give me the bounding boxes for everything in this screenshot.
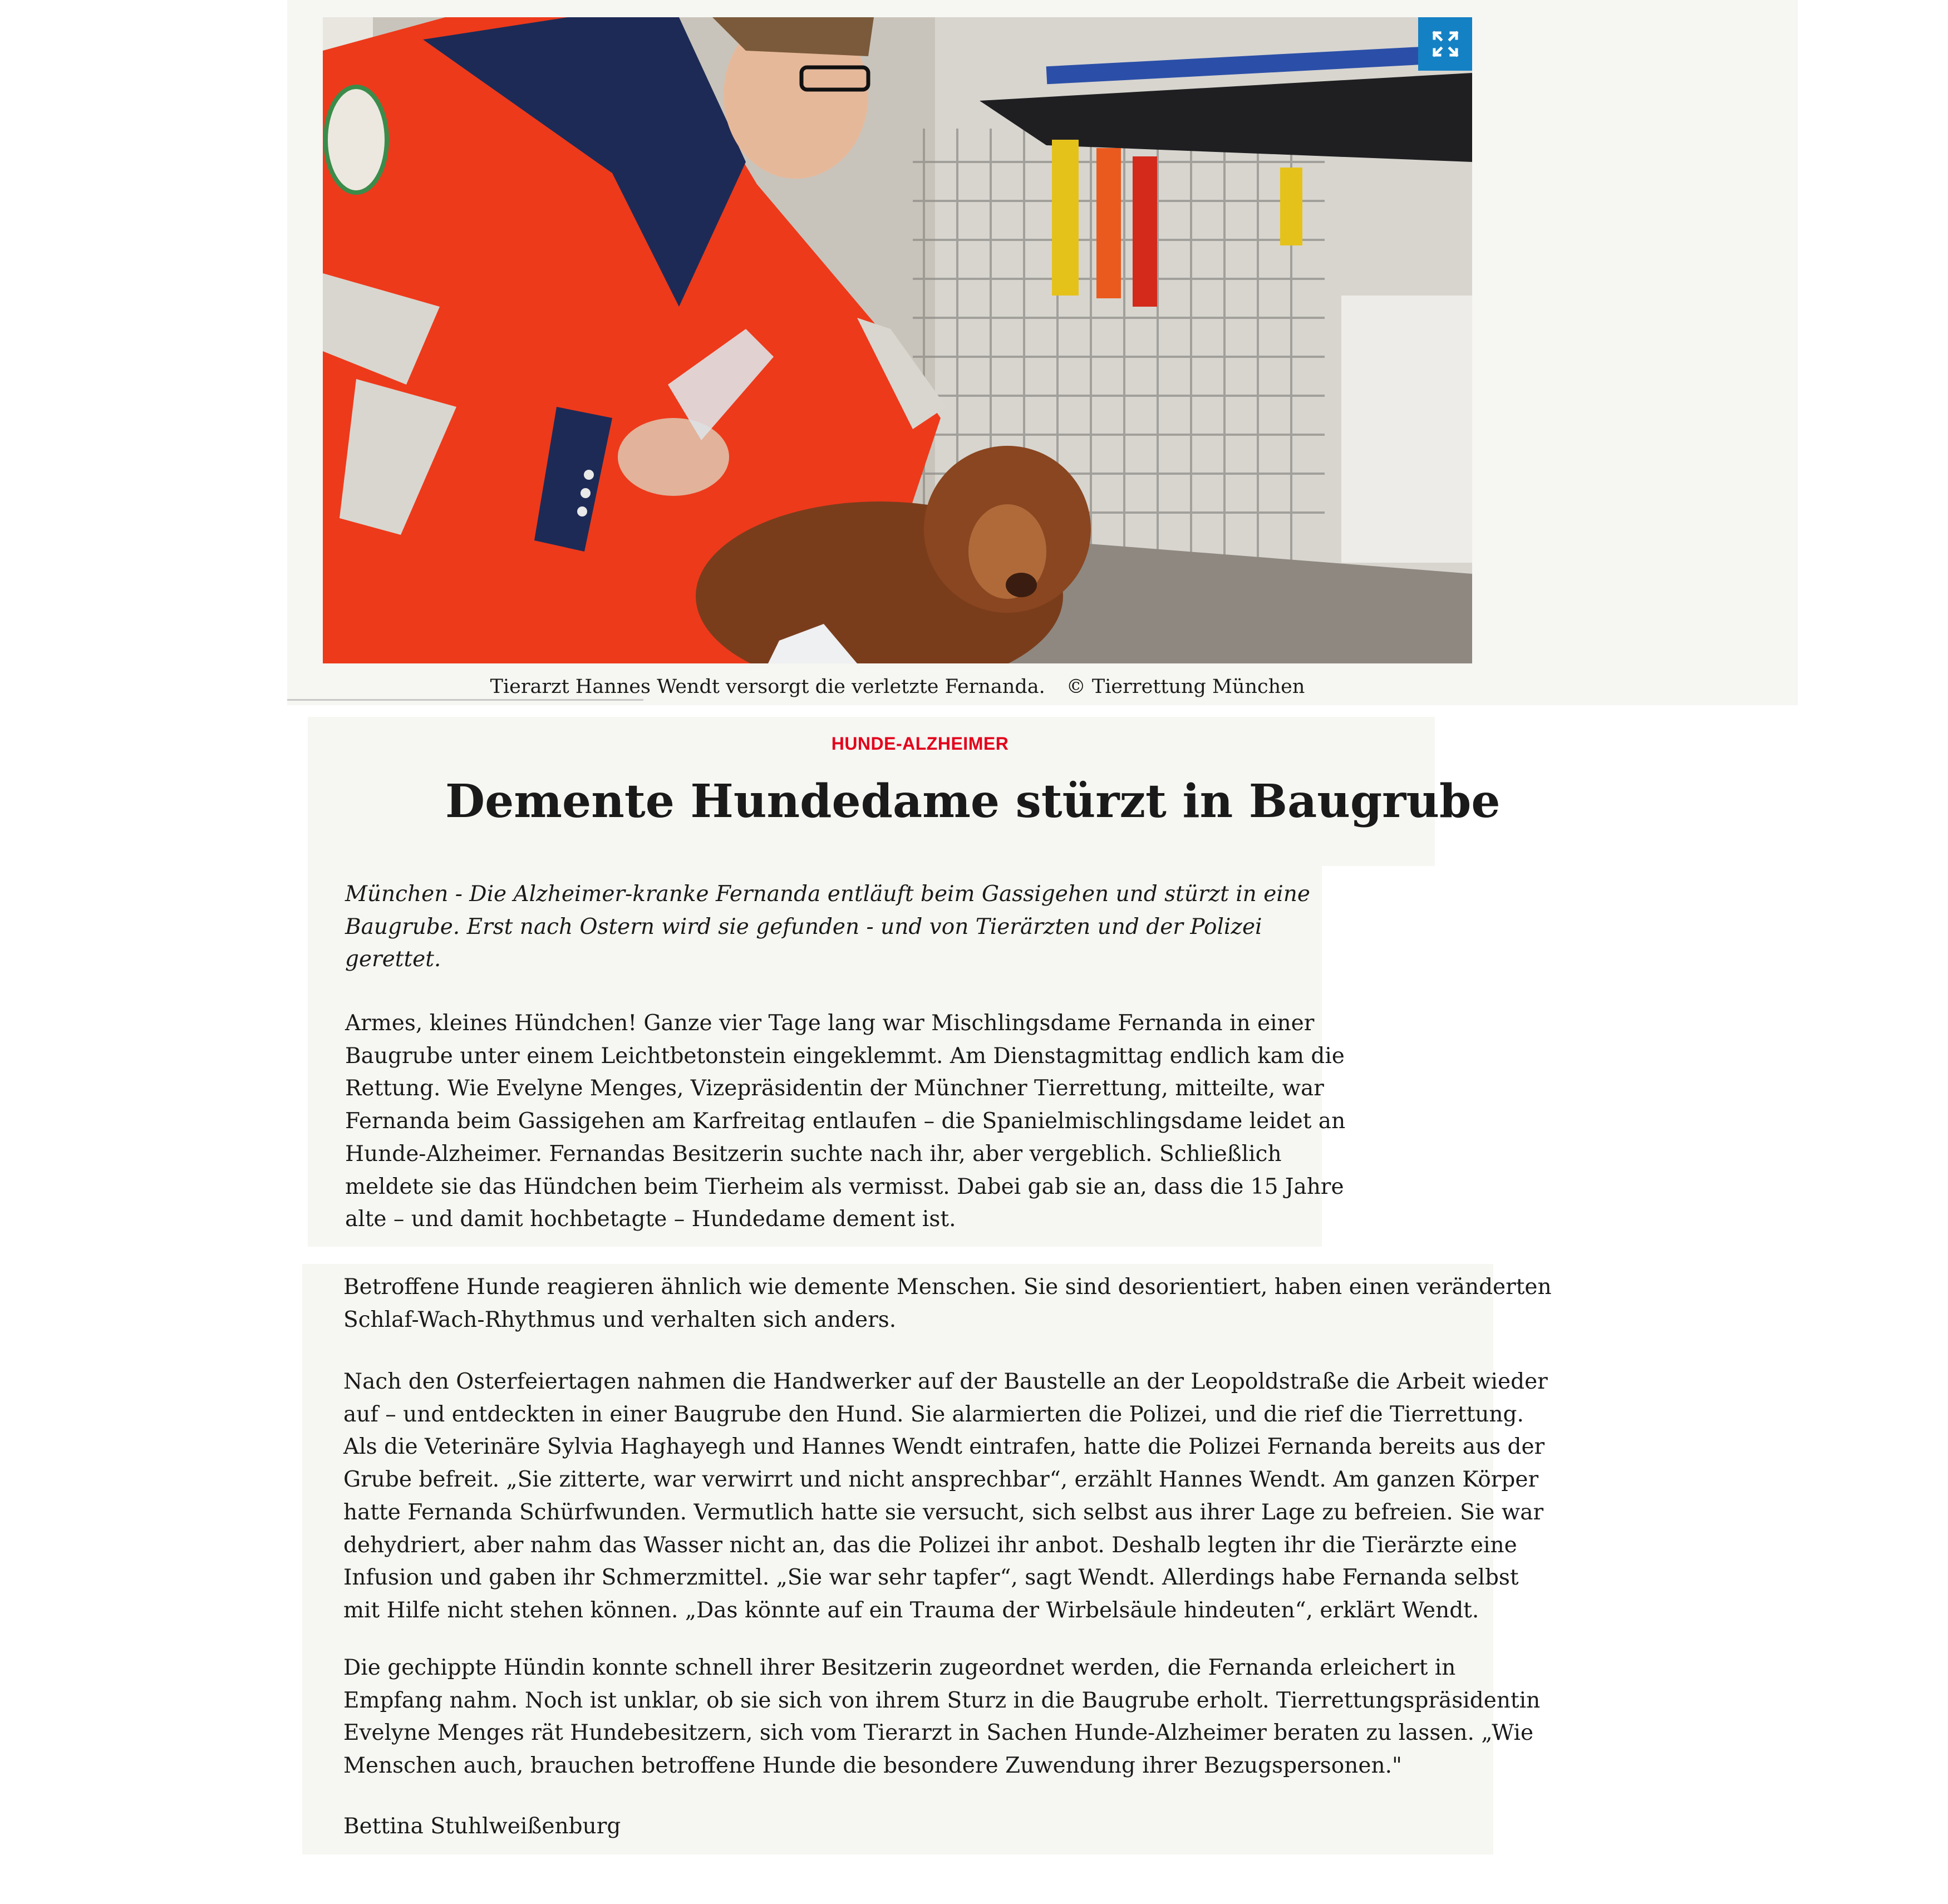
photo-illustration bbox=[323, 17, 1472, 663]
paragraph-line: hatte Fernanda Schürfwunden. Vermutlich hatte sie versucht, sich selbst aus ihrer Lage zu befreien. Sie war bbox=[343, 1499, 1544, 1525]
lead-line: Baugrube. Erst nach Ostern wird sie gefunden - und von Tierärzten und der Polizei bbox=[345, 914, 1262, 939]
article-paragraph bbox=[345, 1007, 1346, 1236]
paragraph-line: Betroffene Hunde reagieren ähnlich wie demente Menschen. Sie sind desorientiert, haben einen veränderten bbox=[343, 1275, 1552, 1300]
paragraph-line: Hunde-Alzheimer. Fernandas Besitzerin suchte nach ihr, aber vergeblich. Schließlich bbox=[345, 1141, 1282, 1167]
paragraph-line: Nach den Osterfeiertagen nahmen die Handwerker auf der Baustelle an der Leopoldstraße die Arbeit wieder bbox=[343, 1369, 1548, 1394]
article-kicker: HUNDE-ALZHEIMER bbox=[831, 734, 1009, 754]
paragraph-line: mit Hilfe nicht stehen können. „Das könnte auf ein Trauma der Wirbelsäule hindeuten“, erklärt Wendt. bbox=[343, 1597, 1479, 1623]
photo-caption bbox=[323, 675, 1472, 699]
paragraph-line: alte – und damit hochbetagte – Hundedame dement ist. bbox=[345, 1207, 956, 1232]
caption-text: Tierarzt Hannes Wendt versorgt die verletzte Fernanda. bbox=[490, 676, 1045, 698]
lead-line: gerettet. bbox=[345, 947, 441, 972]
article-author: Bettina Stuhlweißenburg bbox=[343, 1814, 621, 1839]
paragraph-line: Grube befreit. „Sie zitterte, war verwirrt und nicht ansprechbar“, erzählt Hannes Wendt. Am ganzen Körper bbox=[343, 1467, 1539, 1493]
article-paragraph bbox=[343, 1652, 1541, 1783]
paragraph-line: Menschen auch, brauchen betroffene Hunde die besondere Zuwendung ihrer Bezugspersonen." bbox=[343, 1753, 1402, 1779]
article-lead bbox=[345, 878, 1325, 976]
paragraph-line: Die gechippte Hündin konnte schnell ihrer Besitzerin zugeordnet werden, die Fernanda erleichert in bbox=[343, 1655, 1456, 1680]
paragraph-line: Rettung. Wie Evelyne Menges, Vizepräsidentin der Münchner Tierrettung, mitteilte, war bbox=[345, 1076, 1324, 1101]
paragraph-line: Evelyne Menges rät Hundebesitzern, sich vom Tierarzt in Sachen Hunde-Alzheimer beraten zu lassen. „Wie bbox=[343, 1720, 1534, 1746]
article-headline: Demente Hundedame stürzt in Baugrube bbox=[445, 775, 1501, 828]
expand-arrows-icon bbox=[1431, 29, 1460, 58]
paragraph-line: Empfang nahm. Noch ist unklar, ob sie sich von ihrem Sturz in die Baugrube erholt. Tierrettungspräsidentin bbox=[343, 1687, 1541, 1713]
photo-credit: © Tierrettung München bbox=[1066, 676, 1305, 698]
paragraph-line: Fernanda beim Gassigehen am Karfreitag entlaufen – die Spanielmischlingsdame leidet an bbox=[345, 1109, 1346, 1134]
paragraph-line: Schlaf-Wach-Rhythmus und verhalten sich anders. bbox=[343, 1307, 897, 1332]
fullscreen-button[interactable] bbox=[1418, 17, 1472, 71]
paragraph-line: Armes, kleines Hündchen! Ganze vier Tage lang war Mischlingsdame Fernanda in einer bbox=[345, 1011, 1315, 1036]
paragraph-line: Als die Veterinäre Sylvia Haghayegh und Hannes Wendt eintrafen, hatte die Polizei Fernanda bereits aus der bbox=[343, 1434, 1545, 1460]
paragraph-line: meldete sie das Hündchen beim Tierheim als vermisst. Dabei gab sie an, dass die 15 Jahre bbox=[345, 1174, 1344, 1199]
media-divider bbox=[287, 699, 643, 701]
paragraph-line: dehydriert, aber nahm das Wasser nicht an, das die Polizei ihr anbot. Deshalb legten ihr die Tierärzte eine bbox=[343, 1532, 1517, 1558]
paragraph-line: Infusion und gaben ihr Schmerzmittel. „Sie war sehr tapfer“, sagt Wendt. Allerdings habe Fernanda selbst bbox=[343, 1565, 1519, 1591]
paragraph-line: auf – und entdeckten in einer Baugrube den Hund. Sie alarmierten die Polizei, und die rief die Tierrettung. bbox=[343, 1401, 1524, 1427]
article-paragraph bbox=[343, 1366, 1548, 1627]
article-paragraph bbox=[343, 1271, 1552, 1336]
paragraph-line: Baugrube unter einem Leichtbetonstein eingeklemmt. Am Dienstagmittag endlich kam die bbox=[345, 1043, 1345, 1069]
lead-line: München - Die Alzheimer-kranke Fernanda entläuft beim Gassigehen und stürzt in eine bbox=[345, 882, 1310, 907]
article-photo[interactable] bbox=[323, 17, 1472, 663]
